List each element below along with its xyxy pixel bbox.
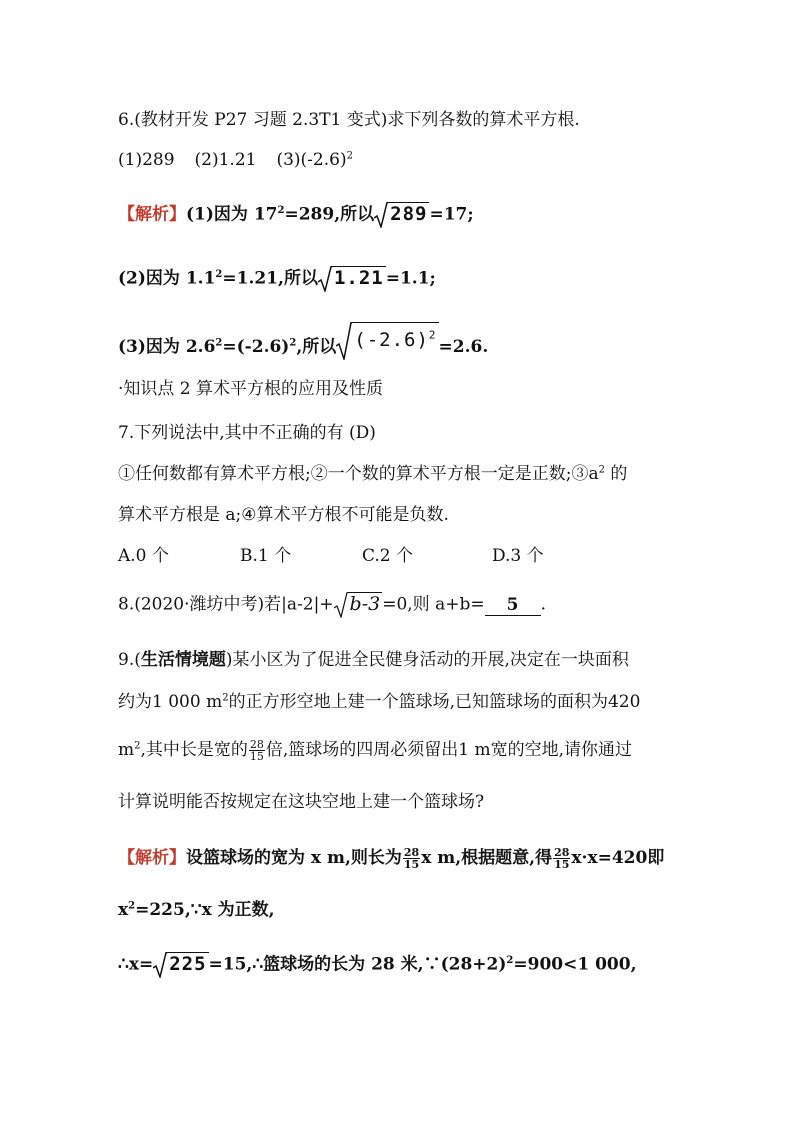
fraction-28-15: $\frac{28}{15}$ <box>403 846 420 871</box>
ans9-line-3: ∴x= 225 =15,∴篮球场的长为 28 米$,\because(28+2)^2=900<1$ 000, <box>118 952 637 978</box>
q9-line-3: $m^2$,其中长是宽的 $\frac{28}{15}$ 倍,篮球场的四周必须留出1 m宽的空地,请你通过 <box>118 738 633 763</box>
q7-option-d: D.3 个 <box>492 546 544 566</box>
q6-part-1: (1)289 <box>118 150 175 170</box>
ans6-line-1: 【解析】(1)因为 $17^2=289$,所以 289 =17; <box>118 202 474 228</box>
q9-line-1: 9.(生活情境题)某小区为了促进全民健身活动的开展,决定在一块面积 <box>118 650 629 670</box>
sqrt-neg-2-6-squared: $(-2.6)^2$ <box>336 322 438 360</box>
q6-parts: (1)289 (2)1.21 $(3)(-2.6)^2$ <box>118 150 353 170</box>
ans9-line-1: 【解析】设篮球场的宽为 x m,则长为 $\frac{28}{15}$ x m,根据题意,得 $\frac{28}{15}$ x·x=420即 <box>118 846 665 871</box>
q6-stem: 6.(教材开发 P27 习题 2.3T1 变式)求下列各数的算术平方根. <box>118 110 580 130</box>
fraction-28-15: $\frac{28}{15}$ <box>554 846 570 871</box>
q7-stem: 7.下列说法中,其中不正确的有 (D) <box>118 423 376 443</box>
q9-line-2: 约为1 000 $m^2$的正方形空地上建一个篮球场,已知篮球场的面积为420 <box>118 692 641 712</box>
sqrt-225: 225 <box>153 952 208 978</box>
q8: 8.(2020·潍坊中考)若|a-2|+ b-3 =0,则 a+b= 5 . <box>118 592 546 618</box>
sqrt-b-minus-3: b-3 <box>334 592 383 618</box>
sqrt-1-21: 1.21 <box>318 266 386 292</box>
q7-option-b: B.1 个 <box>240 546 292 566</box>
fraction-28-15: $\frac{28}{15}$ <box>249 738 264 763</box>
q7-option-c: C.2 个 <box>362 546 414 566</box>
q7-line-2: 算术平方根是 a;④算术平方根不可能是负数. <box>118 505 449 525</box>
q7-option-a: A.0 个 <box>118 546 169 566</box>
sqrt-289: 289 <box>374 202 429 228</box>
life-scenario-tag: 生活情境题 <box>140 650 226 670</box>
analysis-tag: 【解析】 <box>118 848 186 868</box>
q8-answer-blank: 5 <box>485 595 541 616</box>
knowledge-point-2: ·知识点 2 算术平方根的应用及性质 <box>118 379 384 399</box>
q9-line-4: 计算说明能否按规定在这块空地上建一个篮球场? <box>118 792 485 812</box>
q7-line-1: ①任何数都有算术平方根;②一个数的算术平方根一定是正数$;③a^2$ 的 <box>118 464 628 484</box>
ans9-line-2: $x^2=225,\because x$ 为正数, <box>118 900 275 920</box>
q6-part-3: (3)(-2.6) <box>276 150 347 170</box>
analysis-tag: 【解析】 <box>118 204 186 225</box>
ans6-line-3: (3)因为 $2.6^2=(-2.6)^2$,所以 $(-2.6)^2$ =2.6. <box>118 322 488 362</box>
q6-part-2: (2)1.21 <box>194 150 257 170</box>
ans6-line-2: (2)因为 $1.1^2=1.21$,所以 1.21 =1.1; <box>118 266 436 292</box>
